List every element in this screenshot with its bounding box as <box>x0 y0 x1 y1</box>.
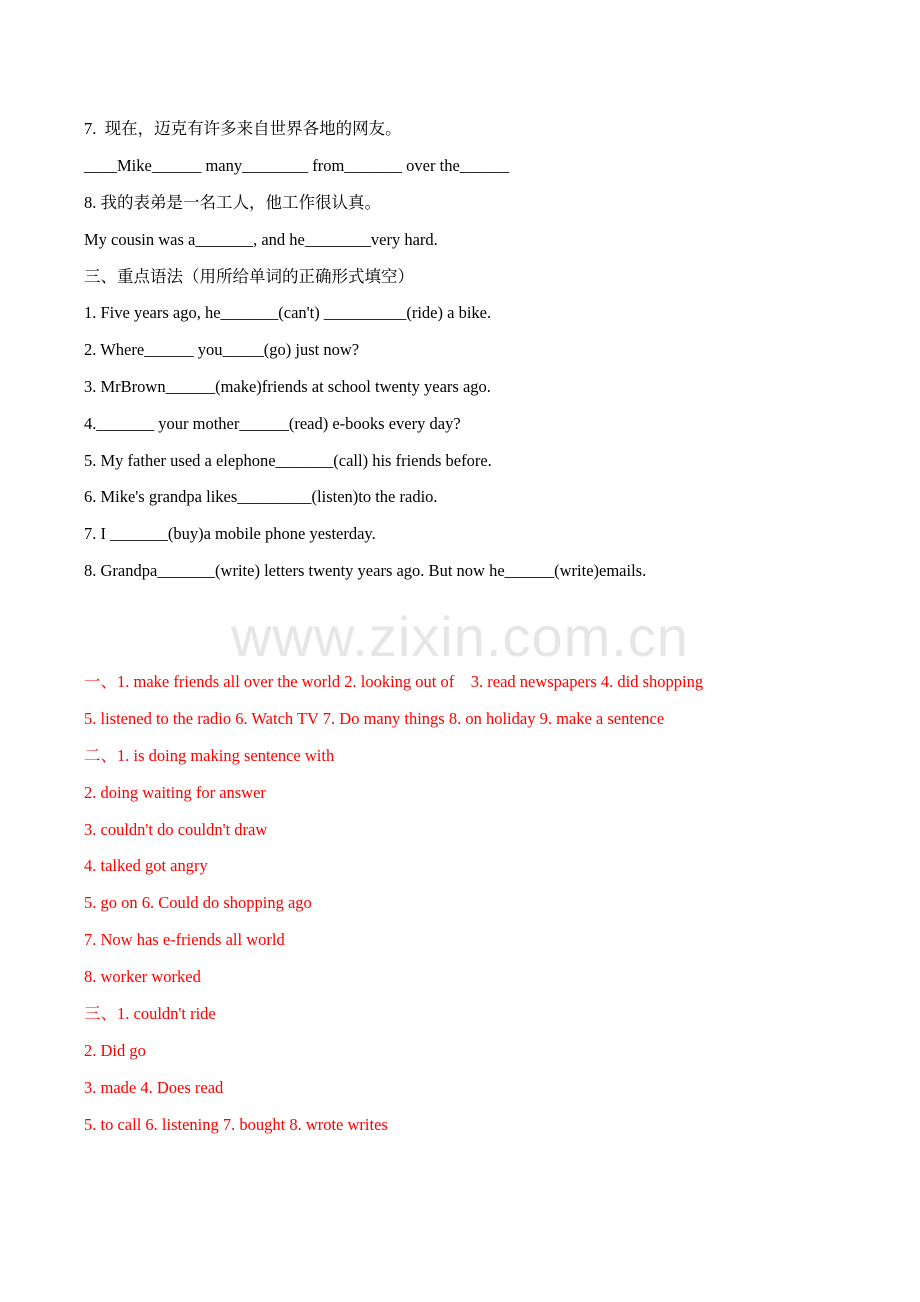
grammar-item: 8. Grandpa_______(write) letters twenty years ago. But now he______(write)emails. <box>84 561 647 580</box>
answer-line: 一、1. make friends all over the world 2. looking out of 3. read newspapers 4. did shopping <box>84 672 704 691</box>
grammar-item: 4._______ your mother______(read) e-books every day? <box>84 414 461 433</box>
answer-line: 2. Did go <box>84 1041 146 1060</box>
grammar-item: 2. Where______ you_____(go) just now? <box>84 340 360 359</box>
answer-line: 3. made 4. Does read <box>84 1078 224 1097</box>
answer-line: 5. to call 6. listening 7. bought 8. wrote writes <box>84 1115 388 1134</box>
grammar-item: 5. My father used a elephone_______(call) his friends before. <box>84 451 492 470</box>
answer-line: 5. listened to the radio 6. Watch TV 7. Do many things 8. on holiday 9. make a sentence <box>84 709 665 728</box>
question-8-chinese: 8. 我的表弟是一名工人，他工作很认真。 <box>84 193 381 212</box>
answer-line: 二、1. is doing making sentence with <box>84 746 335 765</box>
question-7-blanks: ____Mike______ many________ from_______ over the______ <box>84 156 510 175</box>
answer-line: 4. talked got angry <box>84 856 208 875</box>
watermark: www.zixin.com.cn <box>231 605 689 668</box>
answer-line: 7. Now has e-friends all world <box>84 930 285 949</box>
answer-line: 三、1. couldn't ride <box>84 1004 216 1023</box>
question-8-blanks: My cousin was a_______, and he________very hard. <box>84 230 438 249</box>
grammar-item: 3. MrBrown______(make)friends at school twenty years ago. <box>84 377 491 396</box>
grammar-heading: 三、重点语法（用所给单词的正确形式填空） <box>84 267 414 286</box>
grammar-item: 7. I _______(buy)a mobile phone yesterday. <box>84 524 376 543</box>
grammar-item: 1. Five years ago, he_______(can't) __________(ride) a bike. <box>84 303 492 322</box>
question-7-chinese: 7. 现在，迈克有许多来自世界各地的网友。 <box>84 119 402 138</box>
answer-line: 5. go on 6. Could do shopping ago <box>84 893 312 912</box>
answer-line: 3. couldn't do couldn't draw <box>84 820 268 839</box>
answer-line: 2. doing waiting for answer <box>84 783 266 802</box>
grammar-item: 6. Mike's grandpa likes_________(listen)to the radio. <box>84 487 438 506</box>
answer-line: 8. worker worked <box>84 967 201 986</box>
